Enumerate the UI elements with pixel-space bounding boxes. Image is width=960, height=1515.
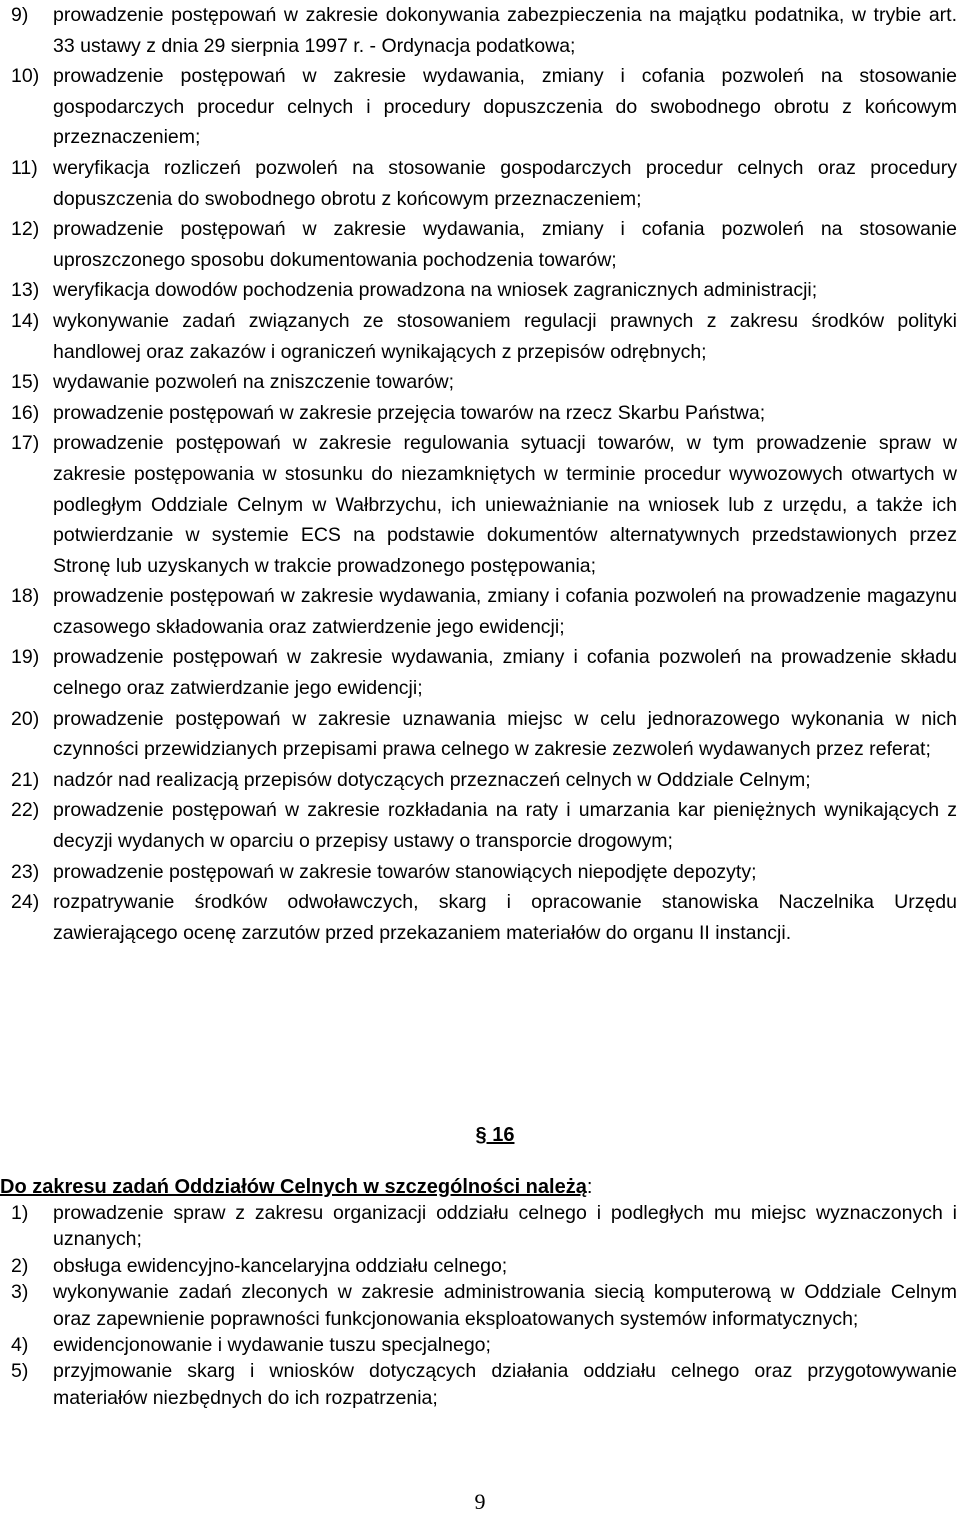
- item-number: 14): [11, 309, 40, 332]
- item-text: ewidencjonowanie i wydawanie tuszu specjalnego;: [53, 1334, 491, 1357]
- item-number: 22): [11, 799, 40, 822]
- item-text: prowadzenie postępowań w zakresie regulowania sytuacji towarów, w tym prowadzenie spraw w zakresie postępowania w stosunku do niezamkniętych w terminie procedur wywozowych otwartych w podległym Oddziale Celnym w Wałbrzychu, ich unieważnianie na wniosek lub z urzędu, a także ich potwierdzanie w systemie ECS na podstawie dokumentów alternatywnych przedstawionych przez Stronę lub uzyskanych w trakcie prowadzonego postępowania;: [53, 432, 957, 577]
- list-item: [0, 1279, 960, 1332]
- list-item: [0, 0, 960, 61]
- item-number: 3): [11, 1281, 29, 1304]
- item-text: wydawanie pozwoleń na zniszczenie towarów;: [53, 371, 455, 394]
- list-item: [0, 887, 960, 948]
- item-number: 4): [11, 1334, 29, 1357]
- page-number: 9: [474, 1489, 486, 1514]
- item-text: prowadzenie postępowań w zakresie przejęcia towarów na rzecz Skarbu Państwa;: [53, 401, 766, 424]
- list-item: [0, 275, 960, 306]
- item-text: weryfikacja rozliczeń pozwoleń na stosowanie gospodarczych procedur celnych oraz procedury dopuszczenia do swobodnego obrotu z końcowym przeznaczeniem;: [53, 156, 957, 210]
- list-item: [0, 765, 960, 796]
- list-item: [0, 398, 960, 429]
- item-text: prowadzenie postępowań w zakresie wydawania, zmiany i cofania pozwoleń na prowadzenie magazynu czasowego składowania oraz zatwierdzenie jego ewidencji;: [53, 585, 957, 638]
- list-item: [0, 1253, 960, 1279]
- item-number: 2): [11, 1254, 29, 1277]
- item-number: 21): [11, 768, 40, 791]
- item-number: 5): [11, 1360, 29, 1383]
- list-item: [0, 857, 960, 888]
- item-text: rozpatrywanie środków odwoławczych, skarg i opracowanie stanowiska Naczelnika Urzędu zawierającego ocenę zarzutów przed przekazaniem materiałów do organu II instancji.: [53, 891, 957, 944]
- list-item: [0, 153, 960, 214]
- item-number: 13): [11, 279, 40, 302]
- item-text: prowadzenie postępowań w zakresie wydawania, zmiany i cofania pozwoleń na stosowanie gospodarczych procedur celnych i procedury dopuszczenia do swobodnego obrotu z końcowym przeznaczeniem;: [53, 65, 957, 149]
- item-text: prowadzenie spraw z zakresu organizacji oddziału celnego i podległych mu miejsc wyznaczonych i uznanych;: [53, 1202, 957, 1251]
- list-item: [0, 704, 960, 765]
- item-number: 20): [11, 707, 40, 730]
- lead-bold-text: Do zakresu zadań Oddziałów Celnych w szczególności należą: [0, 1176, 587, 1198]
- list-item: [0, 428, 960, 581]
- item-number: 10): [11, 65, 40, 88]
- section-heading: [0, 1120, 960, 1150]
- item-text: weryfikacja dowodów pochodzenia prowadzona na wniosek zagranicznych administracji;: [53, 279, 818, 302]
- item-text: wykonywanie zadań związanych ze stosowaniem regulacji prawnych z zakresu środków polityki handlowej oraz zakazów i ograniczeń wynikających z przepisów odrębnych;: [53, 309, 957, 363]
- item-text: prowadzenie postępowań w zakresie wydawania, zmiany i cofania pozwoleń na stosowanie uproszczonego sposobu dokumentowania pochodzenia towarów;: [53, 218, 957, 271]
- list-item: [0, 61, 960, 153]
- item-text: prowadzenie postępowań w zakresie rozkładania na raty i umarzania kar pieniężnych wynikających z decyzji wydanych w oparciu o przepisy ustawy o transporcie drogowym;: [53, 799, 957, 853]
- list-item: [0, 581, 960, 642]
- item-text: prowadzenie postępowań w zakresie towarów stanowiących niepodjęte depozyty;: [53, 860, 757, 883]
- item-text: przyjmowanie skarg i wniosków dotyczących działania oddziału celnego oraz przygotowywanie materiałów niezbędnych do ich rozpatrzenia;: [53, 1360, 957, 1409]
- list-item: [0, 214, 960, 275]
- list-item: [0, 642, 960, 703]
- item-number: 16): [11, 401, 40, 424]
- section-symbol: § 16: [475, 1124, 515, 1146]
- item-number: 24): [11, 891, 40, 914]
- item-number: 18): [11, 585, 40, 608]
- list-item: [0, 367, 960, 398]
- item-number: 12): [11, 218, 40, 241]
- item-number: 11): [11, 156, 38, 179]
- item-number: 19): [11, 646, 40, 669]
- item-number: 23): [11, 860, 40, 883]
- list-item: [0, 1332, 960, 1358]
- item-text: prowadzenie postępowań w zakresie dokonywania zabezpieczenia na majątku podatnika, w trybie art. 33 ustawy z dnia 29 sierpnia 1997 r. - Ordynacja podatkowa;: [53, 4, 957, 57]
- oddzialy-task-list: [0, 1200, 960, 1411]
- section-lead: [0, 1172, 960, 1202]
- item-number: 9): [11, 4, 29, 26]
- item-number: 17): [11, 432, 40, 455]
- item-text: obsługa ewidencyjno-kancelaryjna oddziału celnego;: [53, 1254, 508, 1277]
- list-item: [0, 306, 960, 367]
- list-item: [0, 1358, 960, 1411]
- item-text: prowadzenie postępowań w zakresie uznawania miejsc w celu jednorazowego wykonania w nich czynności przewidzianych przepisami prawa celnego w zakresie zezwoleń wydawanych przez referat;: [53, 707, 957, 761]
- item-text: wykonywanie zadań zleconych w zakresie administrowania siecią komputerową w Oddziale Celnym oraz zapewnienie poprawności funkcjonowania eksploatowanych systemów informatycznych;: [53, 1281, 957, 1330]
- item-text: prowadzenie postępowań w zakresie wydawania, zmiany i cofania pozwoleń na prowadzenie składu celnego oraz zatwierdzanie jego ewidencji;: [53, 646, 957, 700]
- item-number: 15): [11, 371, 40, 394]
- item-number: 1): [11, 1202, 29, 1224]
- item-text: nadzór nad realizacją przepisów dotyczących przeznaczeń celnych w Oddziale Celnym;: [53, 768, 811, 791]
- list-item: [0, 795, 960, 856]
- list-item: [0, 1200, 960, 1253]
- lead-colon: :: [586, 1176, 593, 1198]
